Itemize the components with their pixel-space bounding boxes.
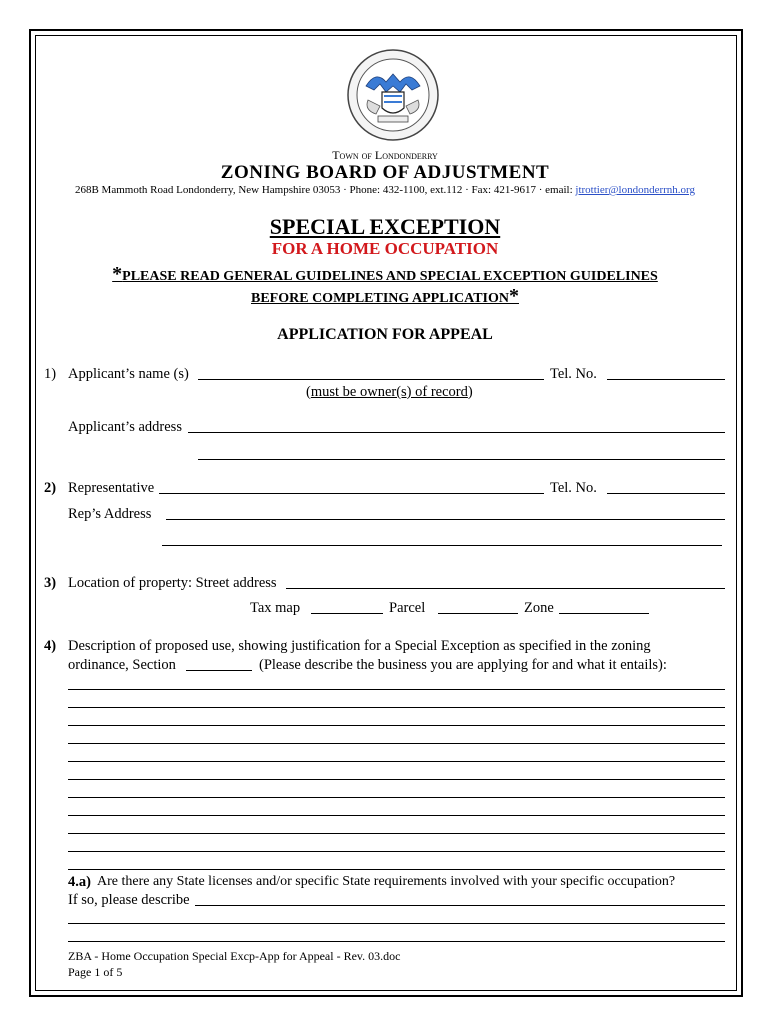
q4a-describe-line-2[interactable] — [68, 923, 725, 924]
description-line-7[interactable] — [68, 797, 725, 798]
description-line-8[interactable] — [68, 815, 725, 816]
notice-star: * — [509, 285, 519, 307]
rep-address-label: Rep’s Address — [68, 506, 152, 522]
email-link[interactable]: jtrottier@londonderrnh.org — [575, 184, 696, 196]
q2-number: 2) — [44, 480, 57, 496]
owner-note-close: ) — [467, 384, 473, 400]
application-title: APPLICATION FOR APPEAL — [277, 326, 493, 343]
q4-description-line-1: Description of proposed use, showing justification for a Special Exception as specified in the zoning — [68, 638, 651, 654]
description-line-10[interactable] — [68, 851, 725, 852]
q4a-describe-label: If so, please describe — [68, 892, 190, 908]
q4-description-line-2: (Please describe the business you are applying for and what it entails): — [259, 657, 667, 673]
street-address-field[interactable] — [286, 588, 725, 589]
town-name: Town of Londonderry — [332, 148, 438, 162]
zone-field[interactable] — [559, 613, 649, 614]
description-line-3[interactable] — [68, 725, 725, 726]
notice-line-2 — [0, 285, 770, 308]
rep-address-field-2[interactable] — [162, 545, 722, 546]
footer-page-number: Page 1 of 5 — [68, 965, 123, 979]
contact-line — [0, 184, 770, 196]
owner-note-text: must be owner(s) of record — [310, 384, 468, 400]
owner-note-open: ( — [306, 384, 311, 400]
applicant-name-field[interactable] — [198, 379, 544, 380]
form-title: SPECIAL EXCEPTION — [269, 214, 501, 239]
footer — [68, 948, 400, 980]
description-line-5[interactable] — [68, 761, 725, 762]
representative-tel-field[interactable] — [607, 493, 725, 494]
notice-line-1 — [0, 263, 770, 286]
street-address-label: Location of property: Street address — [68, 575, 277, 591]
rep-address-field[interactable] — [166, 519, 725, 520]
representative-label: Representative — [68, 480, 155, 496]
applicant-tel-field[interactable] — [607, 379, 725, 380]
contact-text: 268B Mammoth Road Londonderry, New Hampshire 03053 · Phone: 432-1100, ext.112 · Fax: 421-9617 · email: — [74, 184, 576, 196]
applicant-name-label: Applicant’s name (s) — [68, 366, 189, 382]
applicant-tel-label: Tel. No. — [550, 366, 597, 382]
footer-doc-name: ZBA - Home Occupation Special Excp-App for Appeal - Rev. 03.doc — [68, 949, 401, 963]
section-field[interactable] — [186, 670, 252, 671]
form-subtitle: FOR A HOME OCCUPATION — [271, 239, 499, 258]
representative-tel-label: Tel. No. — [550, 480, 597, 496]
town-seal-icon — [346, 48, 440, 142]
parcel-field[interactable] — [438, 613, 518, 614]
q4a-number: 4.a) — [68, 874, 91, 890]
q4-number: 4) — [44, 638, 57, 654]
notice-text-2: BEFORE COMPLETING APPLICATION — [251, 291, 509, 306]
q3-number: 3) — [44, 575, 57, 591]
applicant-address-field[interactable] — [188, 432, 725, 433]
zone-label: Zone — [524, 600, 554, 616]
q4-section-label: ordinance, Section — [68, 657, 176, 673]
description-line-2[interactable] — [68, 707, 725, 708]
q4a-question-line-1: Are there any State licenses and/or specific State requirements involved with your specific occupation? — [97, 874, 676, 889]
description-line-11[interactable] — [68, 869, 725, 870]
tax-map-field[interactable] — [311, 613, 383, 614]
q4a-describe-line-3[interactable] — [68, 941, 725, 942]
tax-map-label: Tax map — [250, 600, 301, 616]
notice-text-1: PLEASE READ GENERAL GUIDELINES AND SPECIAL EXCEPTION GUIDELINES — [122, 269, 658, 284]
description-line-9[interactable] — [68, 833, 725, 834]
owner-note — [306, 384, 473, 401]
notice-star: * — [112, 263, 123, 285]
board-name: ZONING BOARD OF ADJUSTMENT — [220, 162, 550, 183]
description-line-4[interactable] — [68, 743, 725, 744]
applicant-address-label: Applicant’s address — [68, 419, 182, 435]
description-line-6[interactable] — [68, 779, 725, 780]
q4a-describe-field[interactable] — [195, 905, 725, 906]
parcel-label: Parcel — [389, 600, 426, 616]
q1-number: 1) — [44, 366, 57, 382]
representative-field[interactable] — [159, 493, 544, 494]
applicant-address-field-2[interactable] — [198, 459, 725, 460]
description-line-1[interactable] — [68, 689, 725, 690]
